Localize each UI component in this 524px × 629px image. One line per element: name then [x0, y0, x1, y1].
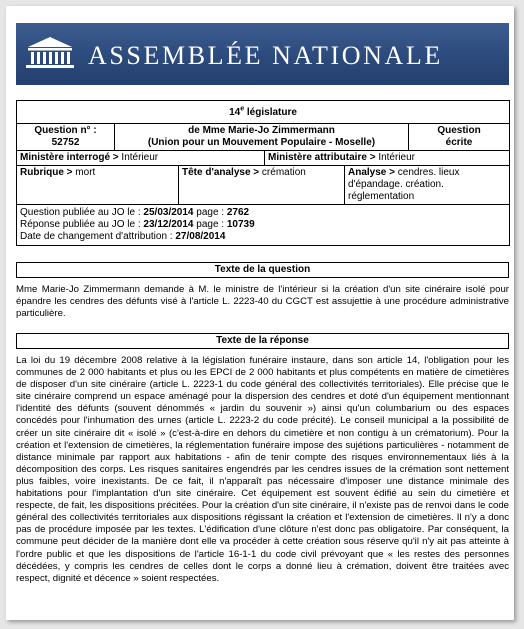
legislature: 14e législature [17, 101, 510, 124]
question-type-cell: Question écrite [409, 124, 510, 151]
publication-dates: Question publiée au JO le : 25/03/2014 page : 2762 Réponse publiée au JO le : 23/12/2014 page : 10739 Date de changement d'attribution : 27/08/2014 [17, 205, 510, 246]
header-banner [16, 23, 509, 85]
page-title: ASSEMBLÉE NATIONALE [88, 41, 443, 70]
question-author-cell: de Mme Marie-Jo Zimmermann (Union pour un Mouvement Populaire - Moselle) [115, 124, 409, 151]
question-metadata-table [16, 100, 510, 246]
rubrique: Rubrique > mort [17, 166, 179, 205]
response-section-title: Texte de la réponse [16, 333, 509, 349]
question-number: 52752 [51, 137, 80, 149]
question-section-title: Texte de la question [16, 262, 509, 278]
tete-analyse: Tête d'analyse > crémation [179, 166, 345, 205]
page [6, 6, 514, 620]
assemblee-palace-icon [24, 35, 76, 71]
analyse: Analyse > cendres. lieux d'épandage. création. réglementation [345, 166, 510, 205]
ministere-interroge: Ministère interrogé > Intérieur [17, 151, 265, 166]
response-text: La loi du 19 décembre 2008 relative à la législation funéraire instaure, dans son article 14, l'obligation pour les communes de 2 000 habitants et plus ou les EPCI de 2 000 habitants et plus compétents en matière de cimetières de disposer d'un site cinéraire (article L. 2223-1 du code général des collectivités territoriales). Elle précise que le site cinéraire comprend un espace aménagé pour la dispersion des cendres et doté d'un équipement mentionnant l'identité des défunts (souvent dénommés « jardin du souvenir ») ainsi qu'un columbarium ou des espaces concédés pour l'inhumation des urnes (article L. 2223-2 du code précité). Le conseil municipal a la possibilité de créer un site cinéraire dit « isolé » (c'est-à-dire en dehors du cimetière et non contigu à un crématorium). Pour la création et l'extension de cimetières, la réglementation funéraire impose des sujétions particulières - notamment de distance minimale par rapport aux habitations - afin de tenir compte des risques environnementaux liés à la décomposition des corps. Les risques sanitaires engendrés par les cendres issues de la crémation sont nettement plus faibles, voire inexistants. De ce fait, il n'apparaît pas nécessaire d'imposer une distance minimale des habitations pour l'implantation d'un site cinéraire. Cet équipement est souvent édifié au sein du cimetière et respecte, de fait, les dispositions précitées. Pour la création d'un site cinéraire, il n'existe pas de renvoi dans le code général des collectivités territoriales aux dispositions régissant la création et l'extension de cimetières. Il n'y a donc pas de procédure imposée par les textes. L'édification d'une clôture n'est donc pas obligatoire. Par conséquent, la commune peut décider de la manière dont elle va procéder à cette création sous réserve qu'il n'y ait pas atteinte à l'ordre public et que les dispositions de l'article 16-1-1 du code civil prévoyant que « les restes des personnes décédées, y compris les cendres de celles dont le corps a donné lieu à crémation, doivent être traitées avec respect, dignité et décence » soient respectées. [16, 355, 509, 584]
question-text: Mme Marie-Jo Zimmermann demande à M. le ministre de l'intérieur si la création d'un site cinéraire isolé pour épandre les cendres des défunts visé à l'article L. 2223-40 du CGCT est assujettie à une procédure administrative particulière. [16, 284, 509, 320]
ministere-attributaire: Ministère attributaire > Intérieur [265, 151, 510, 166]
question-number-cell: Question n° : 52752 [17, 124, 115, 151]
